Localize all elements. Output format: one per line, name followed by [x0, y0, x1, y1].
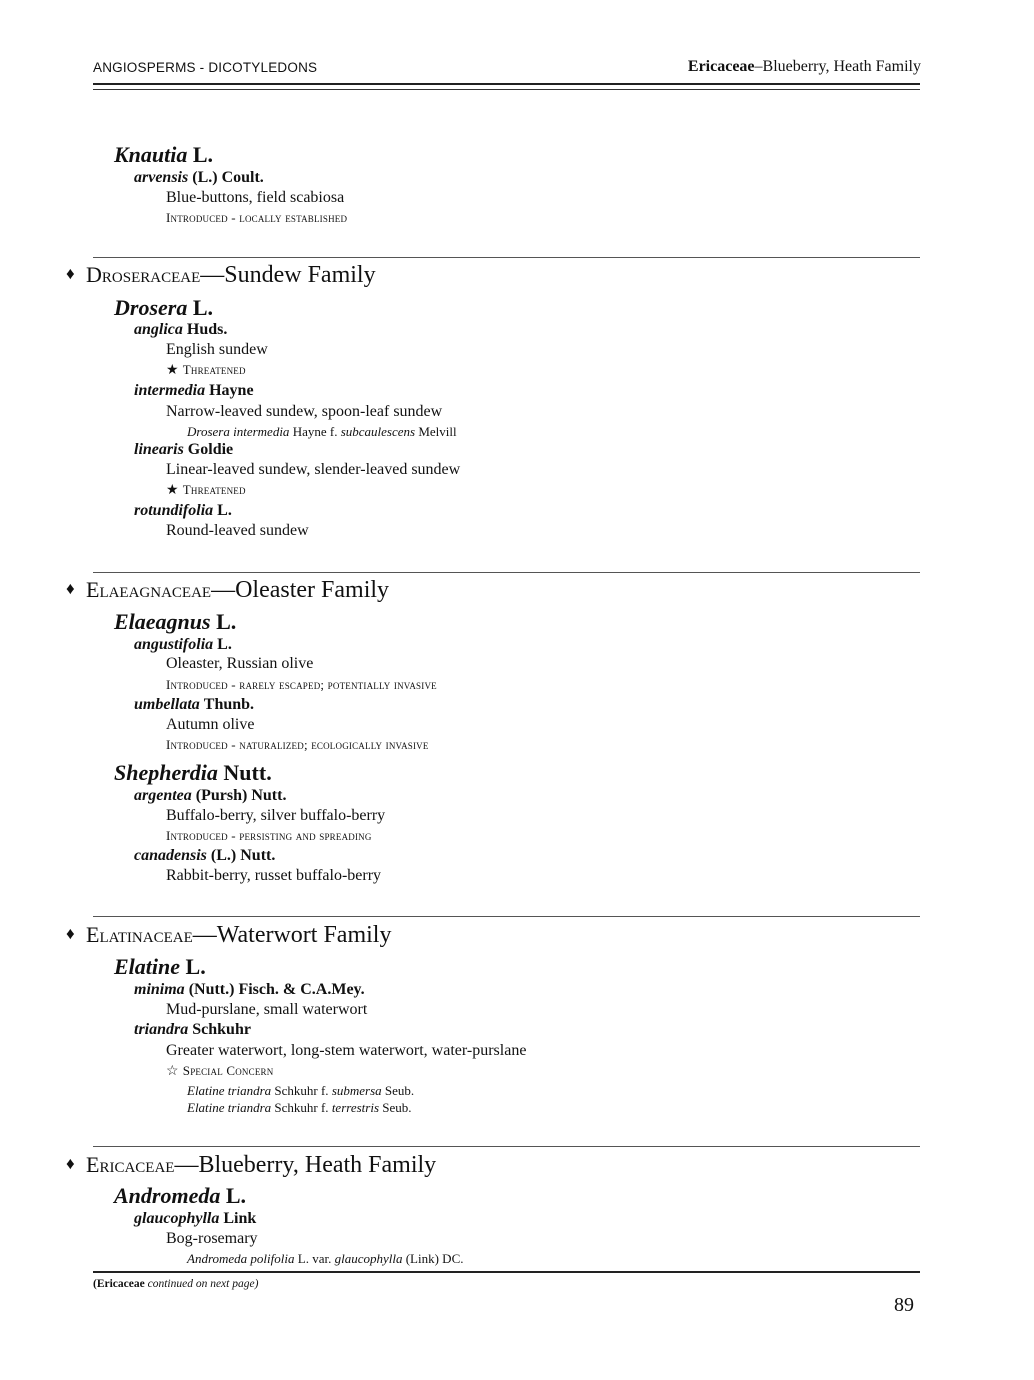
genus-drosera: Drosera L.: [114, 295, 214, 320]
genus-elatine: Elatine L.: [114, 954, 206, 979]
species-linearis: linearis Goldie: [134, 441, 234, 458]
running-header-right: [688, 58, 921, 76]
header-rule: [93, 83, 920, 85]
section-divider: [93, 572, 920, 573]
genus-shepherdia: Shepherdia Nutt.: [114, 760, 272, 785]
species-glaucophylla: glaucophylla Link: [134, 1210, 257, 1227]
diamond-icon: ♦: [66, 579, 75, 598]
section-divider: [93, 257, 920, 258]
common-name: Buffalo-berry, silver buffalo-berry: [166, 807, 386, 824]
footer-rule: [93, 1271, 920, 1273]
common-name: Autumn olive: [166, 716, 255, 733]
common-name: Greater waterwort, long-stem waterwort, water-purslane: [166, 1042, 527, 1059]
species-anglica: anglica Huds.: [134, 321, 228, 338]
species-intermedia: intermedia Hayne: [134, 382, 254, 399]
species-minima: minima (Nutt.) Fisch. & C.A.Mey.: [134, 981, 365, 998]
star-icon: ★: [166, 363, 179, 378]
diamond-icon: ♦: [66, 264, 75, 283]
family-elatinaceae: ♦ Elatinaceae—Waterwort Family: [66, 922, 392, 948]
section-divider: [93, 916, 920, 917]
continued-note: (Ericaceae continued on next page): [93, 1278, 259, 1290]
synonym: Elatine triandra Schkuhr f. submersa Seub.: [187, 1083, 415, 1098]
status-label: Introduced - locally established: [166, 210, 348, 225]
family-elaeagnaceae: ♦ Elaeagnaceae—Oleaster Family: [66, 577, 390, 603]
common-name: Linear-leaved sundew, slender-leaved sundew: [166, 461, 461, 478]
running-header-left: ANGIOSPERMS - DICOTYLEDONS: [93, 60, 318, 75]
page-number: 89: [894, 1294, 914, 1316]
header-family-common: –Blueberry, Heath Family: [754, 58, 921, 75]
star-icon: ★: [166, 483, 179, 498]
status-label: ★ Threatened: [166, 362, 246, 378]
family-ericaceae: ♦ Ericaceae—Blueberry, Heath Family: [66, 1152, 437, 1178]
common-name: Bog-rosemary: [166, 1230, 258, 1247]
synonym: Elatine triandra Schkuhr f. terrestris Seub.: [187, 1100, 412, 1115]
status-label: Introduced - rarely escaped; potentially invasive: [166, 677, 437, 692]
header-rule-thin: [93, 89, 920, 90]
common-name: Blue-buttons, field scabiosa: [166, 189, 345, 206]
status-label: ★ Threatened: [166, 482, 246, 498]
species-arvensis: arvensis (L.) Coult.: [134, 169, 264, 186]
species-canadensis: canadensis (L.) Nutt.: [134, 847, 276, 864]
species-angustifolia: angustifolia L.: [134, 636, 232, 653]
genus-elaeagnus: Elaeagnus L.: [114, 609, 237, 634]
header-family: Ericaceae: [687, 58, 755, 75]
common-name: English sundew: [166, 341, 268, 358]
genus-andromeda: Andromeda L.: [114, 1183, 247, 1208]
family-droseraceae: ♦ Droseraceae—Sundew Family: [66, 262, 376, 288]
species-argentea: argentea (Pursh) Nutt.: [134, 787, 287, 804]
synonym: Drosera intermedia Hayne f. subcaulescens Melvill: [187, 424, 457, 439]
common-name: Narrow-leaved sundew, spoon-leaf sundew: [166, 403, 443, 420]
species-rotundifolia: rotundifolia L.: [134, 502, 232, 519]
status-label: Introduced - naturalized; ecologically invasive: [166, 737, 429, 752]
status-label: ☆ Special Concern: [166, 1063, 274, 1079]
species-umbellata: umbellata Thunb.: [134, 696, 255, 713]
diamond-icon: ♦: [66, 924, 75, 943]
genus-knautia: Knautia L.: [114, 142, 214, 167]
status-label: Introduced - persisting and spreading: [166, 828, 372, 843]
synonym: Andromeda polifolia L. var. glaucophylla (Link) DC.: [187, 1251, 464, 1266]
diamond-icon: ♦: [66, 1154, 75, 1173]
common-name: Round-leaved sundew: [166, 522, 309, 539]
section-divider: [93, 1146, 920, 1147]
common-name: Rabbit-berry, russet buffalo-berry: [166, 867, 382, 884]
common-name: Oleaster, Russian olive: [166, 655, 314, 672]
star-outline-icon: ☆: [166, 1064, 179, 1079]
species-triandra: triandra Schkuhr: [134, 1021, 251, 1038]
common-name: Mud-purslane, small waterwort: [166, 1001, 368, 1018]
